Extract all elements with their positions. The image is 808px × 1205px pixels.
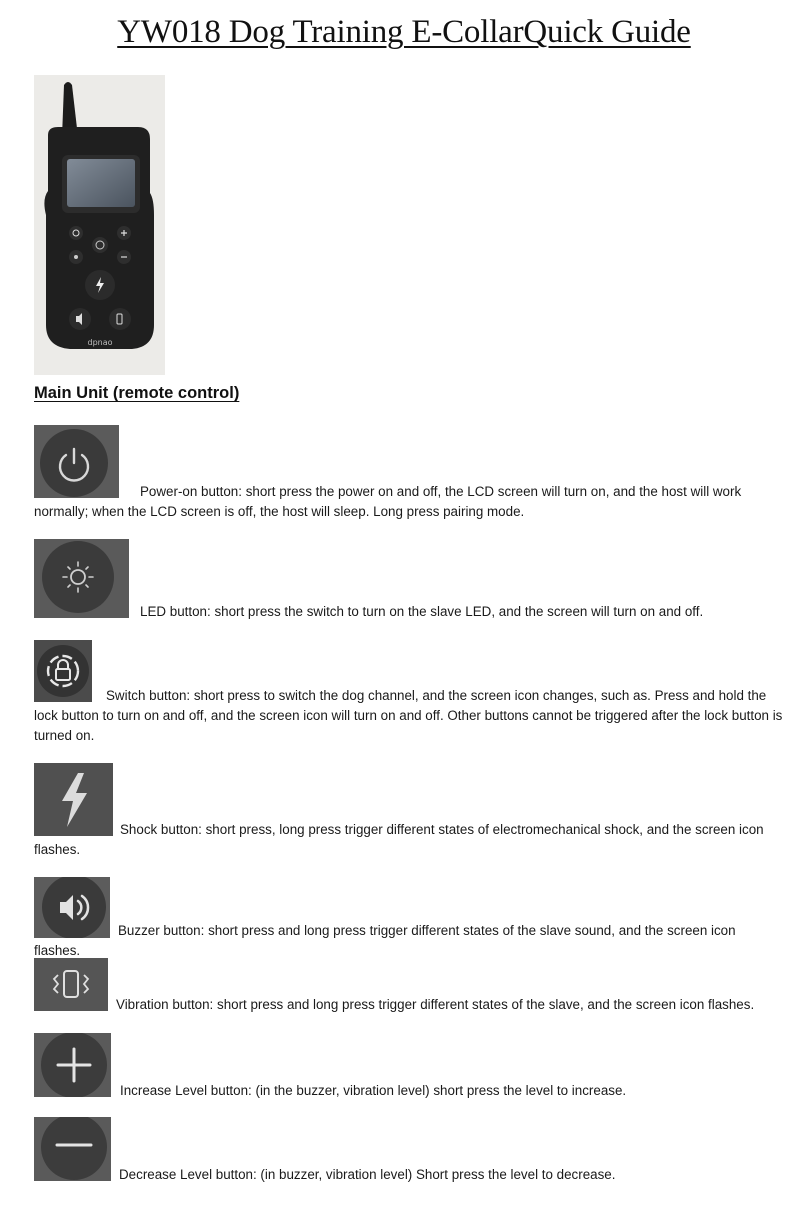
shock-button-description: Shock button: short press, long press trigger different states of electromechanical shock, and the screen icon flashes. [34, 822, 764, 857]
section-heading: Main Unit (remote control) [34, 384, 240, 402]
remote-brand-logo: dpnao [87, 338, 113, 347]
led-button-description: LED button: short press the switch to turn on the slave LED, and the screen will turn on and off. [140, 604, 704, 619]
page-title: YW018 Dog Training E-CollarQuick Guide [117, 14, 691, 50]
increase-button-description: Increase Level button: (in the buzzer, vibration level) short press the level to increase. [120, 1083, 627, 1098]
remote-control-photo [34, 75, 165, 375]
power-button-description: Power-on button: short press the power on and off, the LCD screen will turn on, and the host will work normally; when the LCD screen is off, the host will sleep. Long press pairing mode. [34, 484, 742, 519]
buzzer-button-description: Buzzer button: short press and long press trigger different states of the slave sound, and the screen icon flashes. [34, 923, 736, 958]
decrease-button-description: Decrease Level button: (in buzzer, vibration level) Short press the level to decrease. [119, 1167, 616, 1182]
switch-button-description: Switch button: short press to switch the dog channel, and the screen icon changes, such as. Press and hold the lock button to turn on and off, and the screen icon will turn on and off. Other buttons cannot be triggered after the lock button is turned on. [34, 688, 783, 743]
vibration-button-description: Vibration button: short press and long press trigger different states of the slave, and the screen icon flashes. [116, 997, 755, 1012]
